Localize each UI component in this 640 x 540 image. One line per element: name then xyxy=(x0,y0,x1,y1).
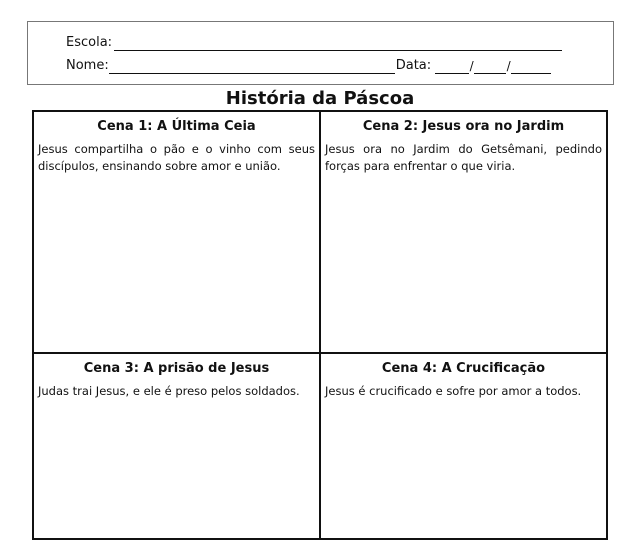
date-label: Data: xyxy=(395,58,432,73)
school-field xyxy=(66,35,562,51)
school-write-line[interactable] xyxy=(114,38,562,51)
student-info-box xyxy=(27,21,614,85)
scene-title: Cena 1: A Última Ceia xyxy=(97,119,256,134)
school-label: Escola: xyxy=(66,35,113,50)
date-month-line[interactable] xyxy=(474,61,506,74)
scene-description: Jesus compartilha o pão e o vinho com seus discípulos, ensinando sobre amor e união. xyxy=(38,142,315,173)
date-day-line[interactable] xyxy=(435,61,469,74)
name-label: Nome: xyxy=(66,58,109,73)
scene-panel-1[interactable] xyxy=(34,112,319,175)
name-write-line[interactable] xyxy=(109,61,395,74)
page-title: História da Páscoa xyxy=(225,88,415,109)
scene-panel-3[interactable] xyxy=(34,354,319,400)
date-separator-2: / xyxy=(506,59,511,73)
date-year-line[interactable] xyxy=(511,61,551,74)
scene-panel-4[interactable] xyxy=(321,354,606,400)
scene-title: Cena 4: A Crucificação xyxy=(381,361,546,376)
scene-description: Jesus é crucificado e sofre por amor a todos. xyxy=(325,384,582,398)
scene-title: Cena 2: Jesus ora no Jardim xyxy=(362,119,565,134)
date-separator-1: / xyxy=(469,59,474,73)
name-date-row xyxy=(66,58,551,74)
scene-description: Judas trai Jesus, e ele é preso pelos soldados. xyxy=(38,384,300,398)
scene-title: Cena 3: A prisão de Jesus xyxy=(83,361,270,376)
scene-description: Jesus ora no Jardim do Getsêmani, pedindo forças para enfrentar o que viria. xyxy=(325,142,602,173)
scene-panel-2[interactable] xyxy=(321,112,606,175)
